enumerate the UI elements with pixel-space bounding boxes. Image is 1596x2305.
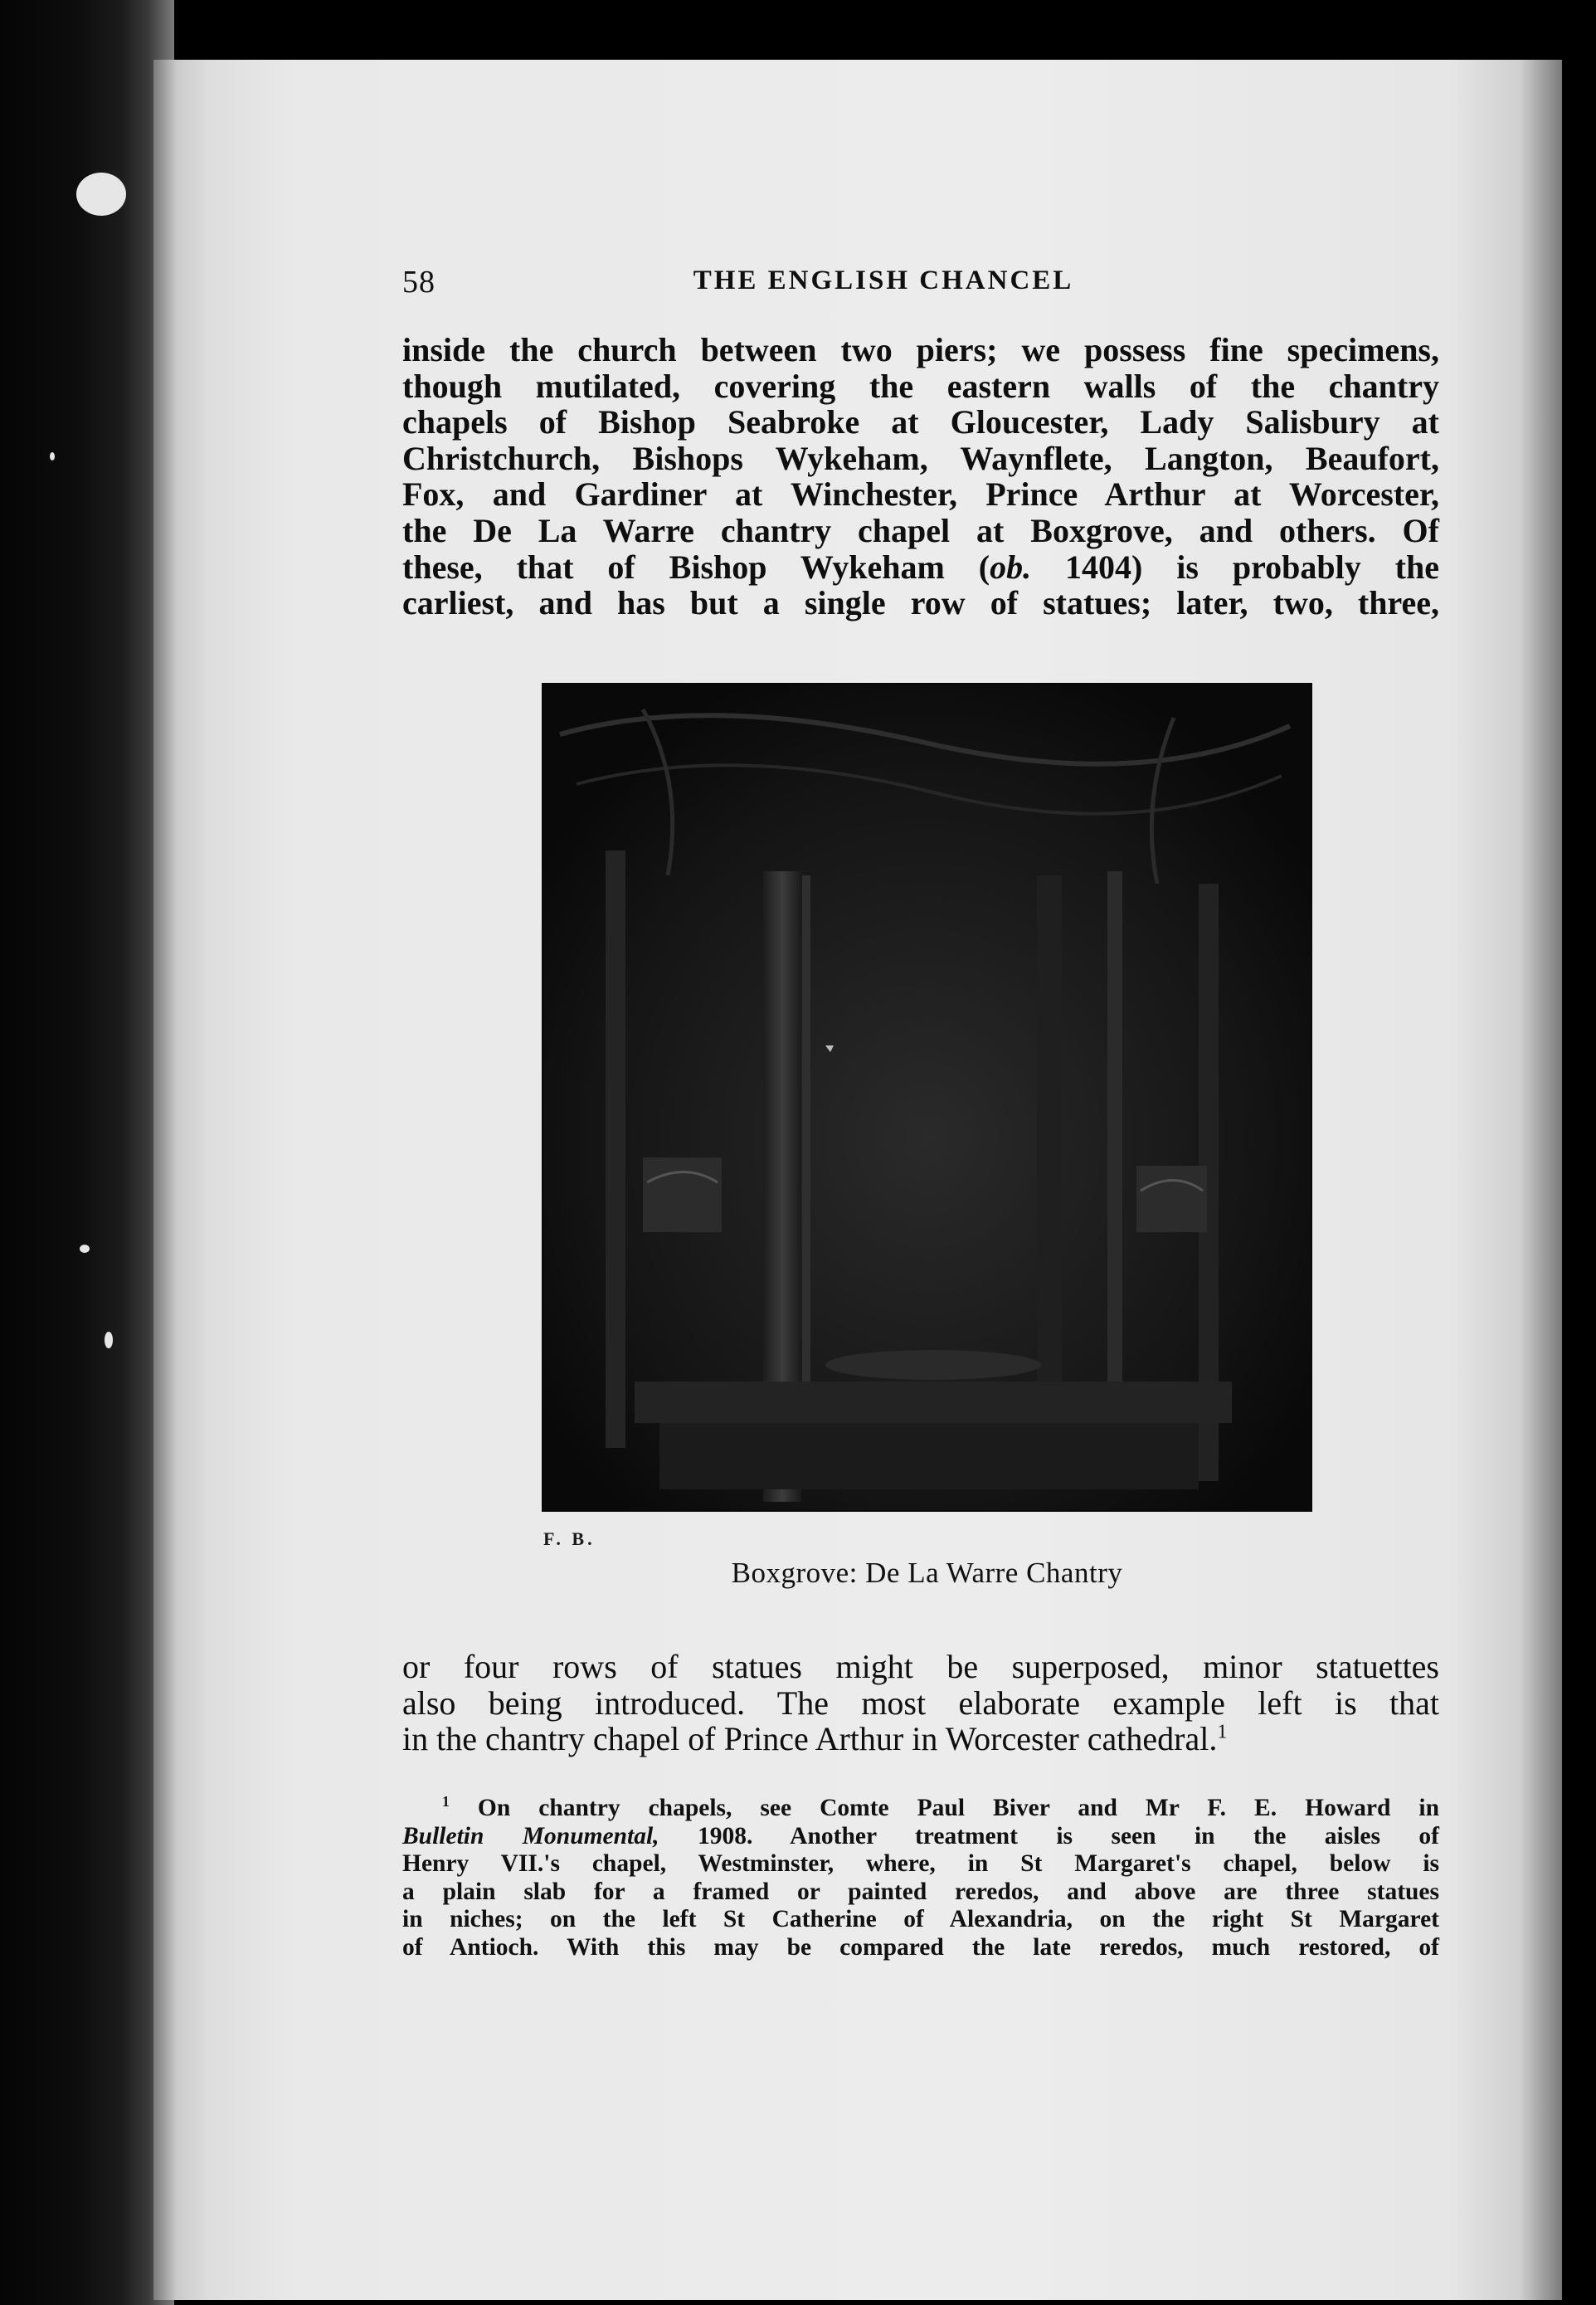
text-line: or four rows of statues might be superposed, minor statuettes	[402, 1648, 1439, 1685]
book-edge	[0, 0, 174, 2305]
text-line: carliest, and has but a single row of statues; later, two, three,	[402, 584, 1439, 622]
running-title: THE ENGLISH CHANCEL	[693, 266, 1074, 295]
footnote-line	[402, 1795, 1439, 1823]
scan-speck	[80, 1245, 90, 1253]
text-line: also being introduced. The most elaborate example left is that	[402, 1684, 1439, 1722]
text-line: chapels of Bishop Seabroke at Gloucester, Lady Salisbury at	[402, 403, 1439, 441]
body-paragraph-2	[402, 1649, 1439, 1757]
text-line-with-italic	[402, 549, 1439, 586]
chantry-photograph	[543, 685, 1311, 1510]
page-gutter-shadow	[153, 60, 177, 2300]
footnote-line: of Antioch. With this may be compared the late reredos, much restored, of	[402, 1933, 1439, 1961]
body-paragraph-1	[402, 332, 1439, 621]
text-line: inside the church between two piers; we possess fine specimens,	[402, 331, 1439, 368]
footnote-line: Henry VII.'s chapel, Westminster, where, in St Margaret's chapel, below is	[402, 1850, 1439, 1878]
text-run: 1908. Another treatment is seen in the aisles of	[659, 1822, 1439, 1849]
text-line: Fox, and Gardiner at Winchester, Prince Arthur at Worcester,	[402, 475, 1439, 514]
running-head	[402, 264, 1439, 300]
scan-speck	[76, 173, 126, 216]
footnote-line: in niches; on the left St Catherine of Alexandria, on the right St Margaret	[402, 1906, 1439, 1933]
text-run: these, that of Bishop Wykeham (	[402, 548, 990, 586]
footnote	[402, 1795, 1439, 1962]
footnote-reference: 1	[1217, 1721, 1228, 1743]
text-line: the De La Warre chantry chapel at Boxgrove, and others. Of	[402, 511, 1439, 549]
scan-speck	[105, 1332, 113, 1348]
footnote-marker: 1	[442, 1793, 450, 1810]
text-line-with-note	[402, 1721, 1439, 1757]
text-run: 1404) is probably the	[1031, 548, 1440, 586]
footnote-line: a plain slab for a framed or painted reredos, and above are three statues	[402, 1878, 1439, 1905]
text-run: On chantry chapels, see Comte Paul Biver and Mr F. E. Howard in	[477, 1795, 1440, 1821]
footnote-line	[402, 1823, 1439, 1851]
scan-speck	[50, 452, 55, 461]
photograph-drawing	[543, 685, 1311, 1510]
journal-title: Bulletin Monumental,	[402, 1822, 659, 1849]
italic-abbreviation: ob.	[990, 548, 1032, 586]
page-number: 58	[402, 265, 435, 300]
text-line: though mutilated, covering the eastern walls of the chantry	[402, 367, 1439, 405]
figure-caption: Boxgrove: De La Warre Chantry	[731, 1557, 1123, 1589]
text-run: in the chantry chapel of Prince Arthur in Worcester cathedral.	[402, 1720, 1218, 1758]
text-line: Christchurch, Bishops Wykeham, Waynflete, Langton, Beaufort,	[402, 439, 1439, 477]
photo-credit: F. B.	[543, 1528, 596, 1549]
